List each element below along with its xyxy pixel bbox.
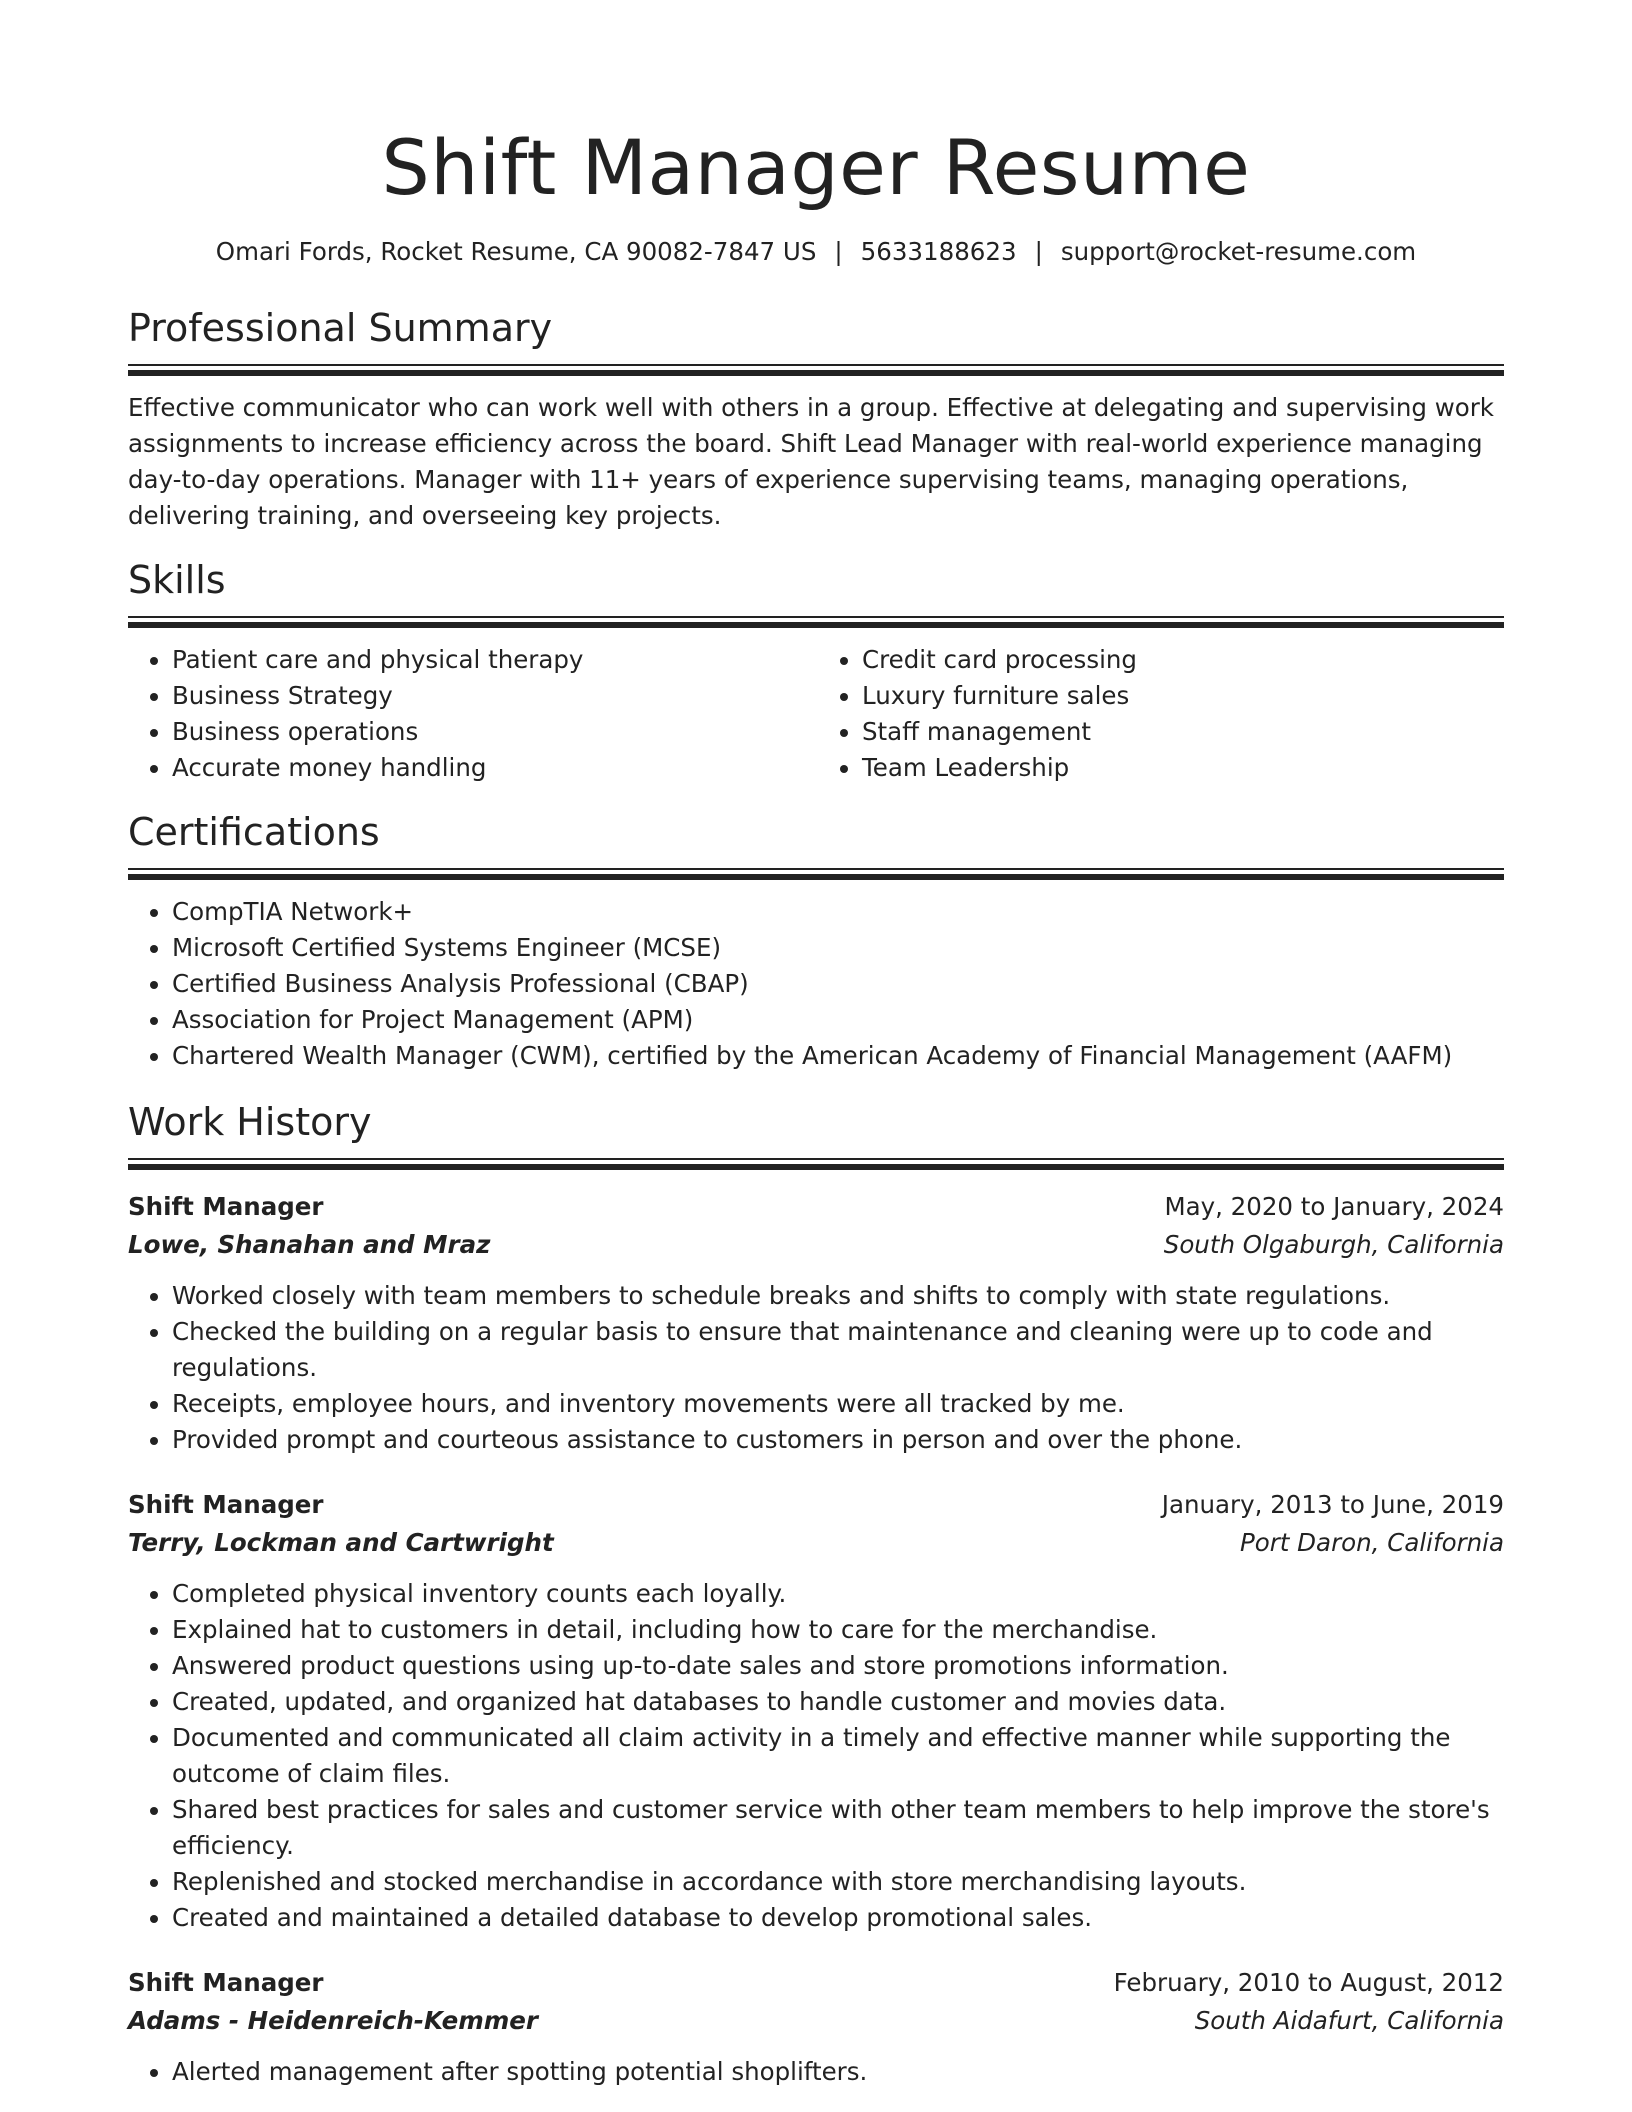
certification-item: • Association for Project Management (APM) (172, 1002, 1504, 1038)
job-title: Shift Manager (128, 1192, 324, 1221)
job-dates: January, 2013 to June, 2019 (1161, 1490, 1504, 1519)
summary-text: Effective communicator who can work well with others in a group. Effective at delegating and supervising work assignments to increase efficiency across the board. Shift Lead Manager with real-world experience managing day-to-day operations. Manager with 11+ years of experience supervising teams, managing operations, delivering training, and overseeing key projects. (128, 393, 1494, 530)
skills-grid (128, 642, 1504, 786)
skill-item: • Credit card processing (862, 642, 1504, 678)
job-duty: • Worked closely with team members to schedule breaks and shifts to comply with state regulations. (172, 1278, 1504, 1314)
job-location: South Aidafurt, California (1194, 2006, 1504, 2035)
job-duty: • Alerted management after spotting potential shoplifters. (172, 2054, 1504, 2090)
job-company: Terry, Lockman and Cartwright (128, 1528, 554, 1557)
job-duty: • Shared best practices for sales and customer service with other team members to help improve the store's efficiency. (172, 1792, 1504, 1864)
skills-list-left (128, 642, 816, 786)
job-company: Lowe, Shanahan and Mraz (128, 1230, 491, 1259)
job-entry (128, 1188, 1504, 1458)
job-header-row (128, 1964, 1504, 2002)
job-header-row (128, 1486, 1504, 1524)
job-location: South Olgaburgh, California (1163, 1230, 1504, 1259)
certifications-section (128, 808, 1504, 1074)
section-heading: Skills (128, 558, 226, 602)
job-duties-list (128, 1576, 1504, 1936)
section-divider (128, 868, 1504, 880)
section-heading: Work History (128, 1100, 372, 1144)
contact-phone: 5633188623 (860, 237, 1017, 266)
job-entry (128, 1964, 1504, 2090)
skills-section (128, 556, 1504, 786)
skill-item: • Team Leadership (862, 750, 1504, 786)
section-heading: Certifications (128, 810, 380, 854)
job-duty: • Created, updated, and organized hat databases to handle customer and movies data. (172, 1684, 1504, 1720)
job-duty: • Replenished and stocked merchandise in accordance with store merchandising layouts. (172, 1864, 1504, 1900)
job-company-row (128, 1524, 1504, 1562)
page-title: Shift Manager Resume (381, 123, 1251, 212)
contact-line (128, 234, 1504, 270)
certification-item: • Certified Business Analysis Professional (CBAP) (172, 966, 1504, 1002)
job-duty: • Explained hat to customers in detail, including how to care for the merchandise. (172, 1612, 1504, 1648)
certification-item: • Chartered Wealth Manager (CWM), certified by the American Academy of Financial Management (AAFM) (172, 1038, 1504, 1074)
skill-item: • Staff management (862, 714, 1504, 750)
contact-separator: | (1034, 237, 1043, 266)
contact-separator: | (834, 237, 843, 266)
job-dates: February, 2010 to August, 2012 (1113, 1968, 1504, 1997)
summary-section (128, 304, 1504, 534)
job-duty: • Provided prompt and courteous assistance to customers in person and over the phone. (172, 1422, 1504, 1458)
job-title: Shift Manager (128, 1490, 324, 1519)
certification-item: • CompTIA Network+ (172, 894, 1504, 930)
job-header-row (128, 1188, 1504, 1226)
job-duty: • Answered product questions using up-to-date sales and store promotions information. (172, 1648, 1504, 1684)
section-divider (128, 364, 1504, 376)
job-duty: • Documented and communicated all claim activity in a timely and effective manner while supporting the outcome of claim files. (172, 1720, 1504, 1792)
section-divider (128, 616, 1504, 628)
job-duties-list (128, 2054, 1504, 2090)
job-dates: May, 2020 to January, 2024 (1164, 1192, 1504, 1221)
certifications-list (128, 894, 1504, 1074)
job-location: Port Daron, California (1239, 1528, 1504, 1557)
job-duty: • Receipts, employee hours, and inventory movements were all tracked by me. (172, 1386, 1504, 1422)
job-duty: • Created and maintained a detailed database to develop promotional sales. (172, 1900, 1504, 1936)
job-title: Shift Manager (128, 1968, 324, 1997)
section-heading: Professional Summary (128, 306, 553, 350)
job-duties-list (128, 1278, 1504, 1458)
section-divider (128, 1158, 1504, 1170)
skill-item: • Patient care and physical therapy (172, 642, 816, 678)
job-duty: • Checked the building on a regular basis to ensure that maintenance and cleaning were up to code and regulations. (172, 1314, 1504, 1386)
work-history-section (128, 1098, 1504, 2090)
contact-address: Omari Fords, Rocket Resume, CA 90082-7847 US (215, 237, 817, 266)
certification-item: • Microsoft Certified Systems Engineer (MCSE) (172, 930, 1504, 966)
job-entry (128, 1486, 1504, 1936)
job-company: Adams - Heidenreich-Kemmer (128, 2006, 538, 2035)
contact-email: support@rocket-resume.com (1060, 237, 1417, 266)
skills-list-right (816, 642, 1504, 786)
skill-item: • Business Strategy (172, 678, 816, 714)
skill-item: • Luxury furniture sales (862, 678, 1504, 714)
skill-item: • Business operations (172, 714, 816, 750)
job-company-row (128, 2002, 1504, 2040)
job-duty: • Completed physical inventory counts each loyally. (172, 1576, 1504, 1612)
job-company-row (128, 1226, 1504, 1264)
skill-item: • Accurate money handling (172, 750, 816, 786)
